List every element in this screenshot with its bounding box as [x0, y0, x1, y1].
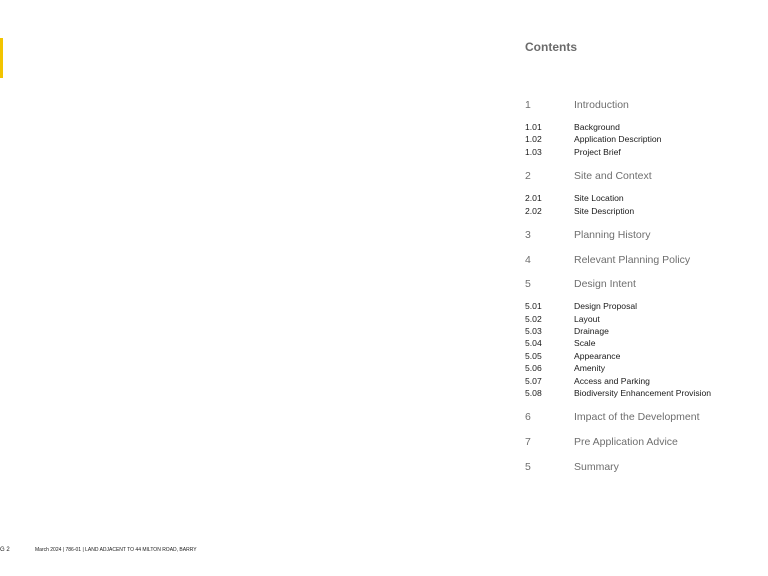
section-number: 5: [525, 460, 531, 473]
subsection-number: 2.01: [525, 193, 542, 204]
toc-subsection: [525, 350, 760, 362]
toc-section: [525, 253, 760, 267]
subsection-list: [525, 192, 760, 217]
subsection-number: 2.02: [525, 205, 542, 216]
page-footer: [0, 547, 197, 553]
accent-bar: [0, 38, 3, 78]
section-title: Pre Application Advice: [574, 436, 678, 449]
toc-subsection: [525, 146, 760, 158]
toc-subsection: [525, 375, 760, 387]
subsection-number: 5.03: [525, 326, 542, 337]
subsection-number: 5.07: [525, 375, 542, 386]
subsection-title: Drainage: [574, 326, 609, 337]
toc-section: [525, 169, 760, 183]
subsection-title: Site Location: [574, 193, 624, 204]
subsection-title: Background: [574, 122, 620, 132]
section-title: Planning History: [574, 229, 651, 242]
footer-text: March 2024 | 786-01 | LAND ADJACENT TO 44 MILTON ROAD, BARRY: [35, 547, 197, 553]
subsection-title: Amenity: [574, 363, 606, 374]
section-number: 4: [525, 253, 531, 266]
toc-subsection: [525, 362, 760, 374]
subsection-number: 1.02: [525, 134, 542, 145]
subsection-number: 5.08: [525, 388, 542, 399]
subsection-title: Biodiversity Enhancement Provision: [574, 388, 712, 399]
toc-section: [525, 410, 760, 424]
section-title: Impact of the Development: [574, 411, 700, 424]
section-number: 6: [525, 411, 531, 424]
subsection-list: [525, 121, 760, 158]
toc-subsection: [525, 387, 760, 399]
toc-section: [525, 277, 760, 291]
toc-list: [525, 98, 760, 474]
toc-subsection: [525, 337, 760, 349]
page-number: G 2: [0, 547, 10, 553]
toc-subsection: [525, 133, 760, 145]
toc-subsection: [525, 121, 760, 133]
subsection-number: 1.03: [525, 146, 542, 157]
subsection-title: Project Brief: [574, 146, 621, 157]
section-title: Design Intent: [574, 278, 636, 291]
subsection-list: [525, 300, 760, 399]
toc-subsection: [525, 313, 760, 325]
table-of-contents: [525, 40, 760, 474]
section-title: Introduction: [574, 99, 629, 111]
subsection-title: Site Description: [574, 205, 635, 216]
section-number: 3: [525, 229, 531, 242]
subsection-title: Layout: [574, 313, 600, 324]
subsection-number: 5.01: [525, 301, 542, 312]
section-title: Summary: [574, 460, 619, 473]
subsection-title: Access and Parking: [574, 375, 650, 386]
toc-section: [525, 460, 760, 474]
toc-subsection: [525, 205, 760, 217]
subsection-number: 5.04: [525, 338, 542, 349]
subsection-number: 1.01: [525, 122, 542, 132]
toc-subsection: [525, 300, 760, 312]
subsection-number: 5.02: [525, 313, 542, 324]
subsection-title: Design Proposal: [574, 301, 638, 312]
toc-section: [525, 435, 760, 449]
subsection-title: Scale: [574, 338, 596, 349]
contents-title: Contents: [525, 40, 577, 54]
toc-subsection: [525, 325, 760, 337]
section-number: 1: [525, 99, 531, 111]
section-number: 7: [525, 436, 531, 449]
section-number: 5: [525, 278, 531, 291]
toc-section: [525, 98, 760, 112]
subsection-number: 5.05: [525, 350, 542, 361]
section-number: 2: [525, 170, 531, 183]
subsection-title: Application Description: [574, 134, 662, 145]
subsection-title: Appearance: [574, 350, 621, 361]
section-title: Site and Context: [574, 170, 652, 183]
section-title: Relevant Planning Policy: [574, 253, 691, 266]
toc-section: [525, 228, 760, 242]
toc-subsection: [525, 192, 760, 204]
subsection-number: 5.06: [525, 363, 542, 374]
